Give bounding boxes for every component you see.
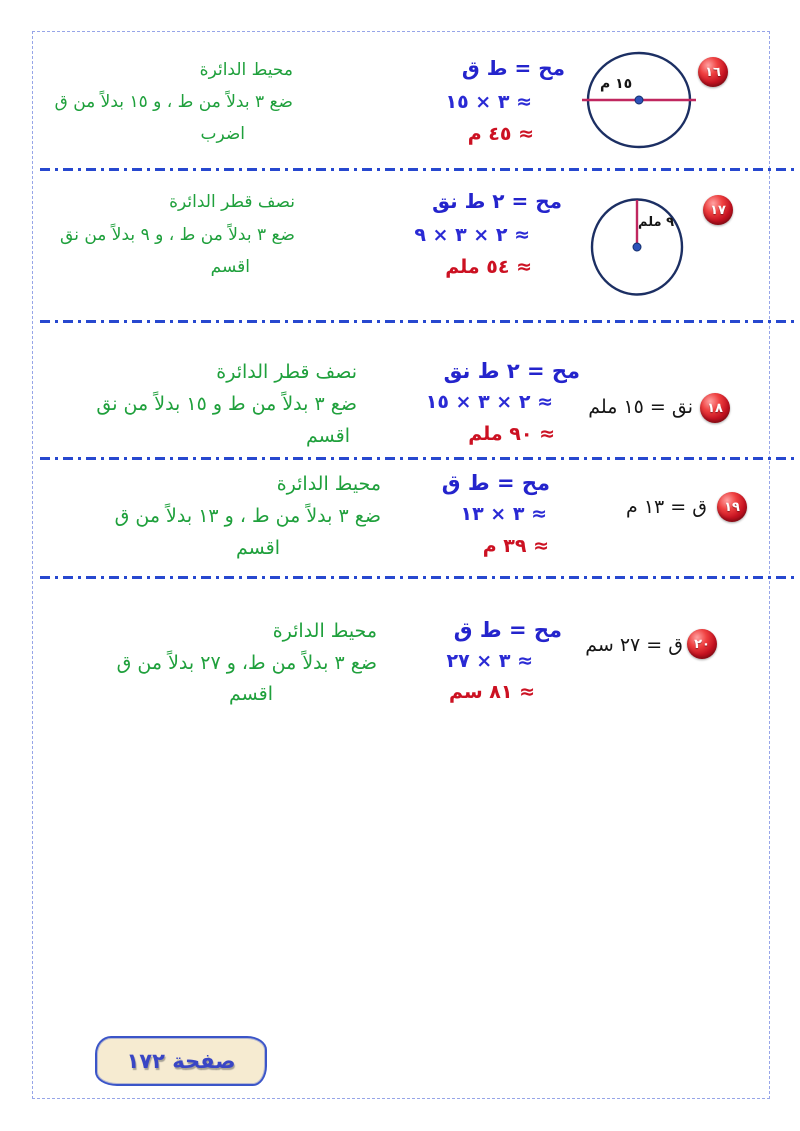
dash-dot-separator: [40, 320, 798, 323]
given-value: نق = ١٥ ملم: [588, 396, 693, 418]
problem-number: ٢٠: [694, 636, 710, 652]
problem-number: ١٨: [707, 400, 723, 416]
dash-dot-separator: [40, 457, 798, 460]
note-step-1: محيط الدائرة: [272, 620, 377, 642]
substitution-line: ≈ ٣ × ١٥: [445, 91, 532, 113]
formula-line: مح = ٢ ط نق: [443, 359, 580, 383]
center-dot: [633, 243, 641, 251]
center-dot: [635, 96, 643, 104]
formula-line: مح = ط ق: [453, 618, 562, 642]
note-step-1: نصف قطر الدائرة: [216, 361, 357, 383]
dash-dot-separator: [40, 576, 798, 579]
note-step-2: ضع ٣ بدلاً من ط و ١٥ بدلاً من نق: [96, 393, 357, 415]
note-step-3: اقسم: [210, 257, 250, 277]
problem-number-badge: [717, 492, 747, 522]
circle-radius-figure: [589, 197, 685, 297]
note-step-3: اضرب: [200, 124, 245, 144]
problem-number: ١٦: [705, 64, 721, 80]
problem-number: ١٧: [710, 202, 726, 218]
formula-line: مح = ٢ ط نق: [432, 189, 562, 213]
note-step-1: محيط الدائرة: [199, 60, 293, 80]
note-step-3: اقسم: [229, 683, 273, 705]
result-line: ≈ ٤٥ م: [467, 123, 534, 145]
result-line: ≈ ٥٤ ملم: [445, 256, 532, 278]
radius-label: ٩ ملم: [638, 215, 675, 230]
formula-line: مح = ط ق: [441, 471, 550, 495]
note-step-2: ضع ٣ بدلاً من ط ، و ١٣ بدلاً من ق: [114, 505, 381, 527]
page-number-label: صفحة ١٧٢: [126, 1049, 236, 1073]
problem-number-badge: [687, 629, 717, 659]
substitution-line: ≈ ٣ × ٢٧: [446, 650, 533, 672]
formula-line: مح = ط ق: [461, 56, 565, 80]
result-line: ≈ ٨١ سم: [449, 681, 535, 703]
note-step-1: محيط الدائرة: [276, 473, 381, 495]
substitution-line: ≈ ٣ × ١٣: [460, 503, 547, 525]
result-line: ≈ ٣٩ م: [482, 535, 549, 557]
note-step-2: ضع ٣ بدلاً من ط، و ٢٧ بدلاً من ق: [116, 652, 377, 674]
substitution-line: ≈ ٢ × ٣ × ٩: [414, 224, 530, 246]
diameter-label: ١٥ م: [600, 76, 633, 92]
given-value: ق = ٢٧ سم: [585, 634, 683, 656]
circle-diameter-figure: [578, 49, 700, 151]
page-border-frame: [32, 31, 770, 1099]
note-step-3: اقسم: [236, 537, 280, 559]
problem-number-badge: [703, 195, 733, 225]
given-value: ق = ١٣ م: [626, 496, 707, 518]
problem-number: ١٩: [724, 499, 740, 515]
note-step-2: ضع ٣ بدلاً من ط ، و ١٥ بدلاً من ق: [54, 92, 293, 112]
note-step-1: نصف قطر الدائرة: [169, 192, 295, 212]
dash-dot-separator: [40, 168, 798, 171]
page-number-box: [95, 1036, 267, 1086]
note-step-3: اقسم: [306, 425, 350, 447]
result-line: ≈ ٩٠ ملم: [468, 423, 555, 445]
problem-number-badge: [698, 57, 728, 87]
problem-number-badge: [700, 393, 730, 423]
note-step-2: ضع ٣ بدلاً من ط ، و ٩ بدلاً من نق: [60, 225, 295, 245]
substitution-line: ≈ ٢ × ٣ × ١٥: [425, 391, 553, 413]
